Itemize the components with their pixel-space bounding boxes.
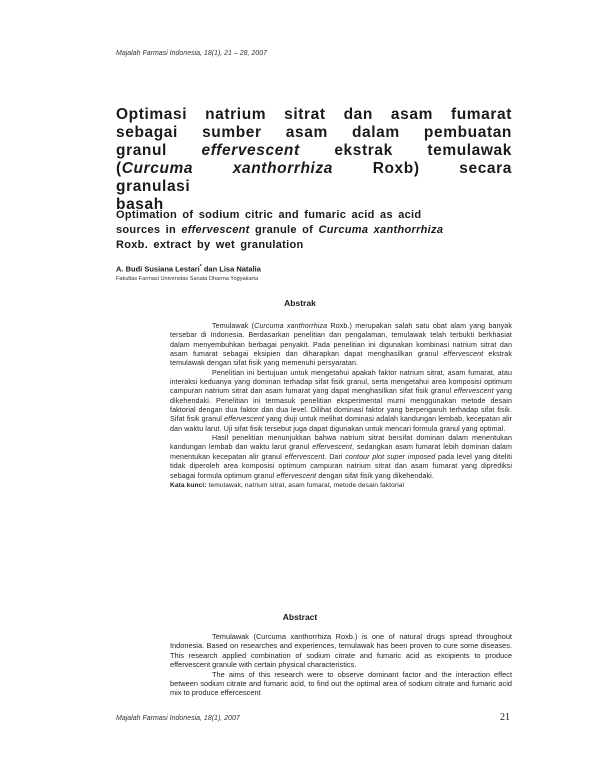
abstrak-heading: Abstrak — [284, 298, 316, 308]
keywords — [170, 481, 512, 490]
abstract-paragraph-2: The aims of this research were to observe dominant factor and the interaction effect between sodium citrate and fumaric acid, to find out the optimal area of sodium citrate and fumaric acid mix to produce effercescent — [170, 669, 512, 698]
abstract-heading: Abstract — [282, 612, 318, 622]
affiliation: Fakultas Farmasi Universitas Sanata Dharma Yogyakarta — [116, 276, 259, 282]
abstract-paragraph-1: Temulawak (Curcuma xanthorrhiza Roxb.) is one of natural drugs spread throughout Indonesia. Based on researches and experiences, temulawak has been proven to cure some diseases. This research applied combination of sodium citrate and fumaric acid as excipients to produce effervescent granule with certain physical characteristics. — [170, 632, 512, 670]
title-text: ekstrak temulawak — [334, 142, 512, 159]
title-line-3 — [116, 142, 512, 160]
footer-journal: Majalah Farmasi Indonesia, 18(1), 2007 — [116, 715, 240, 722]
abstrak-paragraph-3: Hasil penelitian menunjukkan bahwa natrium sitrat bersifat dominan dalam menentukan kandungan lembab dan waktu larut granul effervescent, sedangkan asam fumarat lebih dominan dalam menentukan kecepatan alir granul effervescent. Dari contour plot super imposed pada level yang diteliti tidak diperoleh area komposisi optimum campuran natrium sitrat dan asam fumarat yang diprediksi sebagai formula optimum granul effervescent dengan sifat fisik yang dikehendaki. — [170, 434, 512, 480]
title-en-line-3: Roxb. extract by wet granulation — [116, 239, 304, 251]
title-line-2: sebagai sumber asam dalam pembuatan — [116, 124, 512, 141]
author-2: dan Lisa Natalia — [203, 264, 261, 274]
title-en-text: sources in — [116, 224, 177, 236]
corresponding-mark: * — [199, 264, 202, 270]
title-italic: effervescent — [201, 142, 300, 159]
abstrak-paragraph-2: Penelitian ini bertujuan untuk mengetahui apakah faktor natrium sitrat, asam fumarat, atau interaksi keduanya yang dominan terhadap sifat fisik granul, serta mengetahui area komposisi optimum campuran natrium sitrat dan asam fumarat yang dapat menghasilkan sifat fisik granul effervescent yang dikehendaki. Penelitian ini termasuk penelitian eksperimental murni menggunakan metode desain faktorial dengan dua faktor dan dua level. Dilihat dominasi faktor yang berpengaruh terhadap sifat fisik. Sifat fisik granul effervescent yang diuji untuk melihat dominasi adalah kandungan lembab, kecepatan alir dan waktu larut. Uji sifat fisik tersebut juga dapat digunakan untuk mencari formula granul yang optimal. — [170, 368, 513, 433]
author-1: A. Budi Susiana Lestari — [116, 264, 200, 274]
title-en-line-1: Optimation of sodium citric and fumaric acid as acid — [116, 209, 422, 221]
article-title-english — [116, 208, 512, 253]
title-text: ( — [116, 160, 122, 177]
title-en-text: granule of — [254, 224, 314, 236]
abstract-body — [170, 632, 512, 698]
keywords-label: Kata kunci: — [170, 481, 207, 489]
title-line-4 — [116, 160, 512, 196]
abstrak-body — [170, 322, 512, 490]
title-text: Roxb) secara granulasi — [116, 160, 512, 195]
authors — [116, 264, 261, 274]
title-italic: Curcuma xanthorrhiza — [121, 160, 334, 177]
abstrak-paragraph-1: Temulawak (Curcuma xanthorrhiza Roxb.) merupakan salah satu obat alam yang banyak tersebar di Indonesia. Berdasarkan penelitian dan pengalaman, temulawak telah terbukti berkhasiat dalam menyembuhkan berbagai penyakit. Pada penelitian ini digunakan kombinasi natrium sitrat dan asam fumarat sebagai eksipien dan diharapkan dapat menghasilkan granul effervescent ekstrak temulawak dengan sifat fisik yang memenuhi persyaratan. — [170, 322, 512, 368]
title-text: granul — [116, 142, 167, 159]
journal-header: Majalah Farmasi Indonesia, 18(1), 21 – 28, 2007 — [116, 50, 267, 57]
title-line-5: basah — [116, 196, 164, 213]
article-title — [116, 106, 512, 214]
title-en-line-2 — [116, 223, 512, 238]
title-en-italic: Curcuma xanthorrhiza — [318, 224, 444, 236]
title-line-1: Optimasi natrium sitrat dan asam fumarat — [116, 106, 512, 123]
title-en-italic: effervescent — [181, 224, 250, 236]
page-number: 21 — [500, 712, 510, 723]
keywords-text: temulawak, natrium sitrat, asam fumarat, metode desain faktorial — [206, 481, 405, 489]
